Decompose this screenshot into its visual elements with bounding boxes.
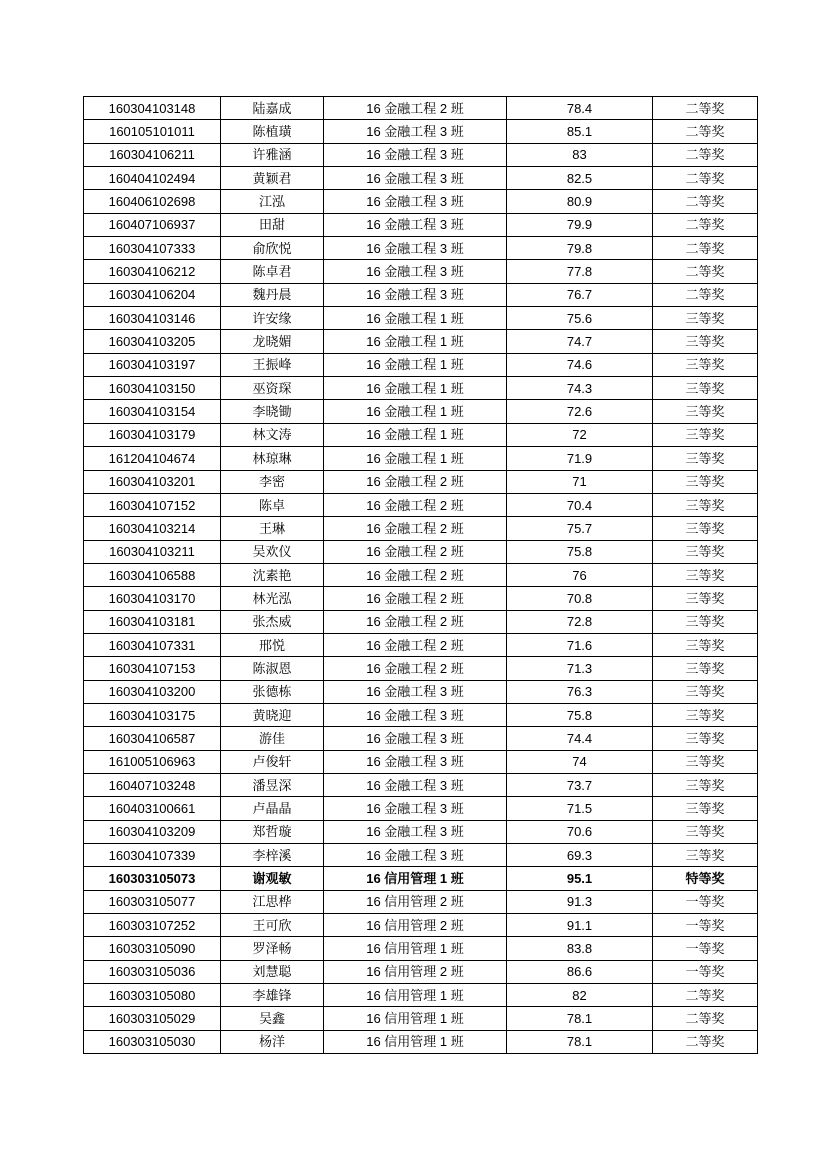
score-cell: 75.7: [507, 517, 653, 540]
score-cell: 72.6: [507, 400, 653, 423]
table-row: [84, 820, 758, 843]
student-name-cell: 吴鑫: [221, 1007, 324, 1030]
table-row: [84, 167, 758, 190]
score-cell: 70.4: [507, 493, 653, 516]
student-name-cell: 王振峰: [221, 353, 324, 376]
class-cell: 16 信用管理 1 班: [324, 984, 507, 1007]
table-row: [84, 400, 758, 423]
table-row: [84, 120, 758, 143]
award-cell: 三等奖: [653, 517, 758, 540]
student-name-cell: 杨洋: [221, 1030, 324, 1053]
award-cell: 三等奖: [653, 470, 758, 493]
score-cell: 91.1: [507, 914, 653, 937]
award-cell: 二等奖: [653, 213, 758, 236]
table-row: [84, 517, 758, 540]
score-cell: 76.3: [507, 680, 653, 703]
score-cell: 79.8: [507, 237, 653, 260]
table-body: [84, 97, 758, 1054]
class-cell: 16 金融工程 2 班: [324, 97, 507, 120]
score-cell: 74.4: [507, 727, 653, 750]
award-cell: 三等奖: [653, 540, 758, 563]
score-cell: 76.7: [507, 283, 653, 306]
student-id-cell: 160304103200: [84, 680, 221, 703]
class-cell: 16 金融工程 3 班: [324, 237, 507, 260]
class-cell: 16 金融工程 2 班: [324, 493, 507, 516]
score-cell: 72: [507, 423, 653, 446]
student-id-cell: 160304103175: [84, 703, 221, 726]
student-id-cell: 160105101011: [84, 120, 221, 143]
award-cell: 二等奖: [653, 167, 758, 190]
class-cell: 16 金融工程 1 班: [324, 423, 507, 446]
class-cell: 16 金融工程 2 班: [324, 563, 507, 586]
student-id-cell: 160304103197: [84, 353, 221, 376]
student-name-cell: 巫资琛: [221, 377, 324, 400]
award-cell: 三等奖: [653, 844, 758, 867]
student-id-cell: 160303107252: [84, 914, 221, 937]
award-cell: 二等奖: [653, 984, 758, 1007]
table-row: [84, 773, 758, 796]
student-id-cell: 160403100661: [84, 797, 221, 820]
table-row: [84, 190, 758, 213]
table-row: [84, 914, 758, 937]
score-cell: 77.8: [507, 260, 653, 283]
award-cell: 二等奖: [653, 143, 758, 166]
student-name-cell: 林文涛: [221, 423, 324, 446]
student-name-cell: 黄晓迎: [221, 703, 324, 726]
student-id-cell: 160304106588: [84, 563, 221, 586]
table-row: [84, 867, 758, 890]
student-id-cell: 160304103148: [84, 97, 221, 120]
student-id-cell: 160303105029: [84, 1007, 221, 1030]
student-id-cell: 160304103179: [84, 423, 221, 446]
table-row: [84, 237, 758, 260]
class-cell: 16 金融工程 2 班: [324, 587, 507, 610]
table-row: [84, 960, 758, 983]
table-row: [84, 540, 758, 563]
award-cell: 三等奖: [653, 680, 758, 703]
score-cell: 91.3: [507, 890, 653, 913]
score-cell: 69.3: [507, 844, 653, 867]
class-cell: 16 信用管理 2 班: [324, 960, 507, 983]
award-cell: 三等奖: [653, 587, 758, 610]
student-name-cell: 陈卓君: [221, 260, 324, 283]
class-cell: 16 金融工程 3 班: [324, 120, 507, 143]
student-id-cell: 160304103205: [84, 330, 221, 353]
award-cell: 二等奖: [653, 120, 758, 143]
award-cell: 二等奖: [653, 283, 758, 306]
table-row: [84, 703, 758, 726]
award-cell: 三等奖: [653, 400, 758, 423]
student-name-cell: 谢观敏: [221, 867, 324, 890]
student-name-cell: 陈卓: [221, 493, 324, 516]
class-cell: 16 金融工程 3 班: [324, 213, 507, 236]
student-id-cell: 160303105080: [84, 984, 221, 1007]
award-cell: 二等奖: [653, 260, 758, 283]
table-row: [84, 423, 758, 446]
student-name-cell: 卢俊轩: [221, 750, 324, 773]
class-cell: 16 金融工程 3 班: [324, 727, 507, 750]
score-cell: 71.5: [507, 797, 653, 820]
student-id-cell: 161005106963: [84, 750, 221, 773]
student-name-cell: 王可欣: [221, 914, 324, 937]
student-name-cell: 许安缘: [221, 307, 324, 330]
table-row: [84, 307, 758, 330]
score-cell: 70.6: [507, 820, 653, 843]
award-cell: 三等奖: [653, 563, 758, 586]
score-cell: 86.6: [507, 960, 653, 983]
award-cell: 一等奖: [653, 890, 758, 913]
award-cell: 三等奖: [653, 377, 758, 400]
student-name-cell: 田甜: [221, 213, 324, 236]
class-cell: 16 金融工程 1 班: [324, 377, 507, 400]
award-cell: 三等奖: [653, 330, 758, 353]
student-id-cell: 160303105036: [84, 960, 221, 983]
award-cell: 三等奖: [653, 307, 758, 330]
award-cell: 三等奖: [653, 750, 758, 773]
award-cell: 三等奖: [653, 703, 758, 726]
award-cell: 三等奖: [653, 423, 758, 446]
class-cell: 16 金融工程 3 班: [324, 773, 507, 796]
award-cell: 二等奖: [653, 190, 758, 213]
class-cell: 16 金融工程 2 班: [324, 657, 507, 680]
class-cell: 16 信用管理 1 班: [324, 1030, 507, 1053]
score-cell: 80.9: [507, 190, 653, 213]
score-cell: 71.6: [507, 633, 653, 656]
score-cell: 78.4: [507, 97, 653, 120]
student-name-cell: 张杰威: [221, 610, 324, 633]
table-row: [84, 97, 758, 120]
award-cell: 一等奖: [653, 914, 758, 937]
score-cell: 83.8: [507, 937, 653, 960]
student-id-cell: 160407106937: [84, 213, 221, 236]
student-name-cell: 游佳: [221, 727, 324, 750]
score-cell: 78.1: [507, 1030, 653, 1053]
student-id-cell: 160304107153: [84, 657, 221, 680]
score-cell: 71: [507, 470, 653, 493]
class-cell: 16 金融工程 3 班: [324, 167, 507, 190]
class-cell: 16 金融工程 3 班: [324, 703, 507, 726]
student-name-cell: 陈植璜: [221, 120, 324, 143]
award-cell: 三等奖: [653, 610, 758, 633]
class-cell: 16 金融工程 3 班: [324, 260, 507, 283]
score-cell: 74.6: [507, 353, 653, 376]
award-cell: 三等奖: [653, 447, 758, 470]
student-id-cell: 160304107152: [84, 493, 221, 516]
student-id-cell: 160304103209: [84, 820, 221, 843]
student-name-cell: 张德栋: [221, 680, 324, 703]
award-cell: 三等奖: [653, 727, 758, 750]
student-id-cell: 160304107333: [84, 237, 221, 260]
class-cell: 16 金融工程 2 班: [324, 633, 507, 656]
student-name-cell: 许雅涵: [221, 143, 324, 166]
table-row: [84, 844, 758, 867]
student-id-cell: 160303105073: [84, 867, 221, 890]
table-row: [84, 587, 758, 610]
student-id-cell: 160304106211: [84, 143, 221, 166]
class-cell: 16 金融工程 2 班: [324, 540, 507, 563]
student-name-cell: 卢晶晶: [221, 797, 324, 820]
student-id-cell: 160404102494: [84, 167, 221, 190]
award-cell: 特等奖: [653, 867, 758, 890]
student-id-cell: 160303105077: [84, 890, 221, 913]
table-row: [84, 657, 758, 680]
student-name-cell: 魏丹晨: [221, 283, 324, 306]
class-cell: 16 信用管理 1 班: [324, 1007, 507, 1030]
class-cell: 16 金融工程 3 班: [324, 797, 507, 820]
student-name-cell: 潘昱深: [221, 773, 324, 796]
award-cell: 一等奖: [653, 960, 758, 983]
student-id-cell: 160304103150: [84, 377, 221, 400]
score-cell: 82.5: [507, 167, 653, 190]
student-id-cell: 160304103214: [84, 517, 221, 540]
student-id-cell: 160406102698: [84, 190, 221, 213]
table-row: [84, 330, 758, 353]
student-id-cell: 160304103170: [84, 587, 221, 610]
table-row: [84, 353, 758, 376]
student-id-cell: 160304103211: [84, 540, 221, 563]
table-row: [84, 563, 758, 586]
score-cell: 75.8: [507, 703, 653, 726]
student-name-cell: 林琼琳: [221, 447, 324, 470]
class-cell: 16 金融工程 3 班: [324, 750, 507, 773]
student-id-cell: 160304103201: [84, 470, 221, 493]
score-cell: 74: [507, 750, 653, 773]
award-cell: 一等奖: [653, 937, 758, 960]
student-name-cell: 罗泽畅: [221, 937, 324, 960]
student-id-cell: 160304107331: [84, 633, 221, 656]
class-cell: 16 金融工程 3 班: [324, 844, 507, 867]
class-cell: 16 金融工程 3 班: [324, 283, 507, 306]
class-cell: 16 金融工程 1 班: [324, 400, 507, 423]
student-id-cell: 160407103248: [84, 773, 221, 796]
table-row: [84, 610, 758, 633]
student-id-cell: 160304106587: [84, 727, 221, 750]
student-name-cell: 陆嘉成: [221, 97, 324, 120]
student-name-cell: 李雄锋: [221, 984, 324, 1007]
student-name-cell: 王琳: [221, 517, 324, 540]
class-cell: 16 信用管理 2 班: [324, 890, 507, 913]
score-cell: 72.8: [507, 610, 653, 633]
class-cell: 16 信用管理 1 班: [324, 867, 507, 890]
class-cell: 16 金融工程 3 班: [324, 190, 507, 213]
student-name-cell: 李晓锄: [221, 400, 324, 423]
award-cell: 三等奖: [653, 633, 758, 656]
student-award-table: [83, 96, 758, 1054]
table-row: [84, 260, 758, 283]
student-id-cell: 160303105030: [84, 1030, 221, 1053]
student-id-cell: 160304103181: [84, 610, 221, 633]
score-cell: 71.9: [507, 447, 653, 470]
class-cell: 16 金融工程 2 班: [324, 517, 507, 540]
award-cell: 三等奖: [653, 797, 758, 820]
class-cell: 16 金融工程 3 班: [324, 143, 507, 166]
class-cell: 16 金融工程 1 班: [324, 447, 507, 470]
class-cell: 16 信用管理 2 班: [324, 914, 507, 937]
score-cell: 71.3: [507, 657, 653, 680]
student-name-cell: 林光泓: [221, 587, 324, 610]
table-row: [84, 633, 758, 656]
student-id-cell: 160304106204: [84, 283, 221, 306]
class-cell: 16 金融工程 2 班: [324, 610, 507, 633]
student-name-cell: 俞欣悦: [221, 237, 324, 260]
score-cell: 85.1: [507, 120, 653, 143]
student-name-cell: 吴欢仪: [221, 540, 324, 563]
class-cell: 16 金融工程 1 班: [324, 353, 507, 376]
student-name-cell: 郑哲璇: [221, 820, 324, 843]
award-cell: 三等奖: [653, 657, 758, 680]
table-row: [84, 377, 758, 400]
score-cell: 95.1: [507, 867, 653, 890]
award-cell: 三等奖: [653, 820, 758, 843]
student-name-cell: 江思桦: [221, 890, 324, 913]
student-name-cell: 李密: [221, 470, 324, 493]
table-row: [84, 750, 758, 773]
student-name-cell: 龙晓媚: [221, 330, 324, 353]
score-cell: 79.9: [507, 213, 653, 236]
score-cell: 74.7: [507, 330, 653, 353]
student-id-cell: 160304106212: [84, 260, 221, 283]
table-row: [84, 984, 758, 1007]
award-cell: 三等奖: [653, 773, 758, 796]
award-cell: 三等奖: [653, 493, 758, 516]
student-id-cell: 161204104674: [84, 447, 221, 470]
award-cell: 二等奖: [653, 237, 758, 260]
student-id-cell: 160304103154: [84, 400, 221, 423]
score-cell: 83: [507, 143, 653, 166]
class-cell: 16 金融工程 1 班: [324, 307, 507, 330]
score-cell: 75.6: [507, 307, 653, 330]
table-row: [84, 1030, 758, 1053]
award-cell: 二等奖: [653, 1007, 758, 1030]
student-name-cell: 江泓: [221, 190, 324, 213]
score-cell: 75.8: [507, 540, 653, 563]
award-cell: 二等奖: [653, 1030, 758, 1053]
score-cell: 82: [507, 984, 653, 1007]
table-row: [84, 890, 758, 913]
student-name-cell: 黄颖君: [221, 167, 324, 190]
class-cell: 16 金融工程 1 班: [324, 330, 507, 353]
table-row: [84, 493, 758, 516]
score-cell: 70.8: [507, 587, 653, 610]
student-name-cell: 沈素艳: [221, 563, 324, 586]
table-row: [84, 680, 758, 703]
score-cell: 78.1: [507, 1007, 653, 1030]
student-id-cell: 160303105090: [84, 937, 221, 960]
table-row: [84, 937, 758, 960]
score-cell: 76: [507, 563, 653, 586]
table-row: [84, 470, 758, 493]
table-row: [84, 447, 758, 470]
student-name-cell: 陈淑恩: [221, 657, 324, 680]
student-id-cell: 160304107339: [84, 844, 221, 867]
award-cell: 二等奖: [653, 97, 758, 120]
table-row: [84, 797, 758, 820]
table-row: [84, 283, 758, 306]
student-id-cell: 160304103146: [84, 307, 221, 330]
table-row: [84, 1007, 758, 1030]
table-row: [84, 213, 758, 236]
award-cell: 三等奖: [653, 353, 758, 376]
class-cell: 16 金融工程 2 班: [324, 470, 507, 493]
score-cell: 73.7: [507, 773, 653, 796]
score-cell: 74.3: [507, 377, 653, 400]
table-row: [84, 143, 758, 166]
student-name-cell: 刘慧聪: [221, 960, 324, 983]
student-name-cell: 李梓溪: [221, 844, 324, 867]
class-cell: 16 信用管理 1 班: [324, 937, 507, 960]
student-name-cell: 邢悦: [221, 633, 324, 656]
class-cell: 16 金融工程 3 班: [324, 680, 507, 703]
class-cell: 16 金融工程 3 班: [324, 820, 507, 843]
table-row: [84, 727, 758, 750]
